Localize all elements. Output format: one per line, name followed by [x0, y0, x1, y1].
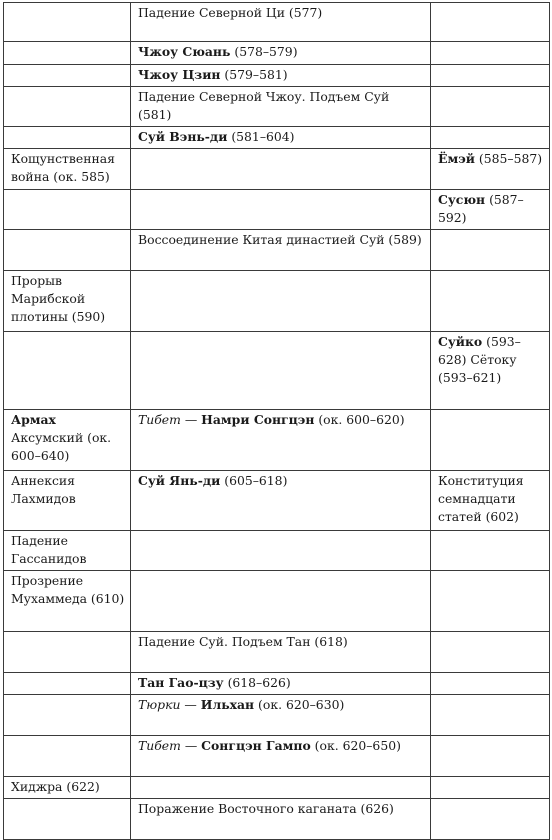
region-name: Тибет — [138, 412, 181, 427]
ruler-name: Ёмэй — [438, 151, 475, 166]
cell-world-events — [4, 149, 131, 190]
cell-world-events — [4, 695, 131, 736]
cell-japan — [431, 271, 550, 332]
ruler-name: Суй Вэнь-ди — [138, 129, 228, 144]
ruler-name: Намри Сонгцэн — [201, 412, 315, 427]
cell-china-tibet-turks — [131, 65, 431, 87]
cell-china-tibet-turks — [131, 695, 431, 736]
cell-japan — [431, 571, 550, 632]
cell-text: (ок. 620–650) — [310, 738, 401, 753]
cell-text: — — [180, 738, 202, 753]
cell-text: Воссоединение Китая династией Суй (589) — [138, 232, 422, 247]
cell-text: Падение Суй. Подъем Тан (618) — [138, 634, 348, 649]
cell-china-tibet-turks — [131, 42, 431, 65]
cell-china-tibet-turks — [131, 799, 431, 840]
cell-text: Поражение Восточного каганата (626) — [138, 801, 394, 816]
cell-japan — [431, 632, 550, 673]
cell-text: Конституция семнадцати статей (602) — [438, 473, 524, 524]
cell-world-events — [4, 190, 131, 230]
cell-text: (605–618) — [220, 473, 288, 488]
region-name: Тибет — [138, 738, 181, 753]
cell-world-events — [4, 777, 131, 799]
ruler-name: Суй Янь-ди — [138, 473, 221, 488]
cell-world-events — [4, 632, 131, 673]
cell-world-events — [4, 531, 131, 571]
table-row — [4, 87, 550, 127]
table-row — [4, 65, 550, 87]
cell-world-events — [4, 87, 131, 127]
cell-china-tibet-turks — [131, 332, 431, 410]
cell-japan — [431, 149, 550, 190]
table-row — [4, 632, 550, 673]
table-row — [4, 531, 550, 571]
ruler-name: Суйко — [438, 334, 483, 349]
cell-china-tibet-turks — [131, 3, 431, 42]
cell-world-events — [4, 571, 131, 632]
cell-world-events — [4, 271, 131, 332]
cell-text: (ок. 600–620) — [314, 412, 405, 427]
cell-japan — [431, 695, 550, 736]
table-row — [4, 471, 550, 531]
cell-text: Падение Северной Ци (577) — [138, 5, 323, 20]
cell-text: (ок. 620–630) — [254, 697, 345, 712]
cell-world-events — [4, 127, 131, 149]
cell-text: Прозрение Мухаммеда (610) — [11, 573, 125, 606]
cell-china-tibet-turks — [131, 736, 431, 777]
cell-japan — [431, 332, 550, 410]
cell-japan — [431, 736, 550, 777]
ruler-name: Чжоу Сюань — [138, 44, 231, 59]
cell-text: (578–579) — [230, 44, 298, 59]
cell-text: (587–592) — [438, 192, 524, 225]
table-row — [4, 673, 550, 695]
cell-text: (585–587) — [474, 151, 543, 166]
cell-world-events — [4, 410, 131, 471]
table-row — [4, 149, 550, 190]
table-row — [4, 271, 550, 332]
cell-china-tibet-turks — [131, 230, 431, 271]
cell-text: Хиджра (622) — [11, 779, 100, 794]
chronology-table — [3, 2, 550, 840]
cell-text: Прорыв Марибской плотины (590) — [11, 273, 106, 324]
table-row — [4, 695, 550, 736]
cell-japan — [431, 410, 550, 471]
chronology-table-body — [4, 3, 550, 840]
cell-japan — [431, 190, 550, 230]
cell-japan — [431, 673, 550, 695]
cell-china-tibet-turks — [131, 777, 431, 799]
cell-world-events — [4, 3, 131, 42]
cell-world-events — [4, 673, 131, 695]
ruler-name: Сонгцэн Гампо — [201, 738, 311, 753]
cell-japan — [431, 471, 550, 531]
table-row — [4, 571, 550, 632]
cell-china-tibet-turks — [131, 531, 431, 571]
ruler-name: Ильхан — [200, 697, 255, 712]
cell-japan — [431, 127, 550, 149]
cell-text: Аннексия Лахмидов — [11, 473, 76, 506]
cell-world-events — [4, 65, 131, 87]
table-row — [4, 736, 550, 777]
cell-world-events — [4, 471, 131, 531]
table-row — [4, 799, 550, 840]
table-row — [4, 230, 550, 271]
cell-china-tibet-turks — [131, 87, 431, 127]
cell-china-tibet-turks — [131, 410, 431, 471]
ruler-name: Армах — [11, 412, 56, 427]
ruler-name: Сусюн — [438, 192, 486, 207]
cell-japan — [431, 65, 550, 87]
ruler-name: Тан Гао-цзу — [138, 675, 224, 690]
cell-china-tibet-turks — [131, 673, 431, 695]
cell-japan — [431, 531, 550, 571]
cell-japan — [431, 87, 550, 127]
ruler-name: Чжоу Цзин — [138, 67, 221, 82]
cell-japan — [431, 799, 550, 840]
table-row — [4, 190, 550, 230]
cell-world-events — [4, 736, 131, 777]
cell-china-tibet-turks — [131, 632, 431, 673]
cell-text: (593–628) Сётоку (593–621) — [438, 334, 521, 385]
table-row — [4, 3, 550, 42]
cell-world-events — [4, 799, 131, 840]
cell-china-tibet-turks — [131, 127, 431, 149]
table-row — [4, 410, 550, 471]
cell-text: Падение Северной Чжоу. Подъем Суй (581) — [138, 89, 390, 122]
cell-japan — [431, 777, 550, 799]
cell-text: (618–626) — [223, 675, 291, 690]
cell-japan — [431, 3, 550, 42]
cell-japan — [431, 230, 550, 271]
cell-text: Кощунственная война (ок. 585) — [11, 151, 115, 184]
cell-world-events — [4, 230, 131, 271]
cell-text: (579–581) — [220, 67, 288, 82]
table-row — [4, 42, 550, 65]
cell-text: Падение Гассанидов — [11, 533, 87, 566]
table-row — [4, 127, 550, 149]
region-name: Тюрки — [138, 697, 181, 712]
cell-china-tibet-turks — [131, 271, 431, 332]
cell-japan — [431, 42, 550, 65]
cell-china-tibet-turks — [131, 471, 431, 531]
table-row — [4, 332, 550, 410]
cell-text: — — [180, 697, 201, 712]
cell-china-tibet-turks — [131, 190, 431, 230]
table-row — [4, 777, 550, 799]
cell-text: (581–604) — [227, 129, 295, 144]
cell-text: Аксумский (ок. 600–640) — [11, 430, 112, 463]
cell-china-tibet-turks — [131, 571, 431, 632]
cell-china-tibet-turks — [131, 149, 431, 190]
cell-world-events — [4, 332, 131, 410]
cell-text: — — [180, 412, 202, 427]
cell-world-events — [4, 42, 131, 65]
